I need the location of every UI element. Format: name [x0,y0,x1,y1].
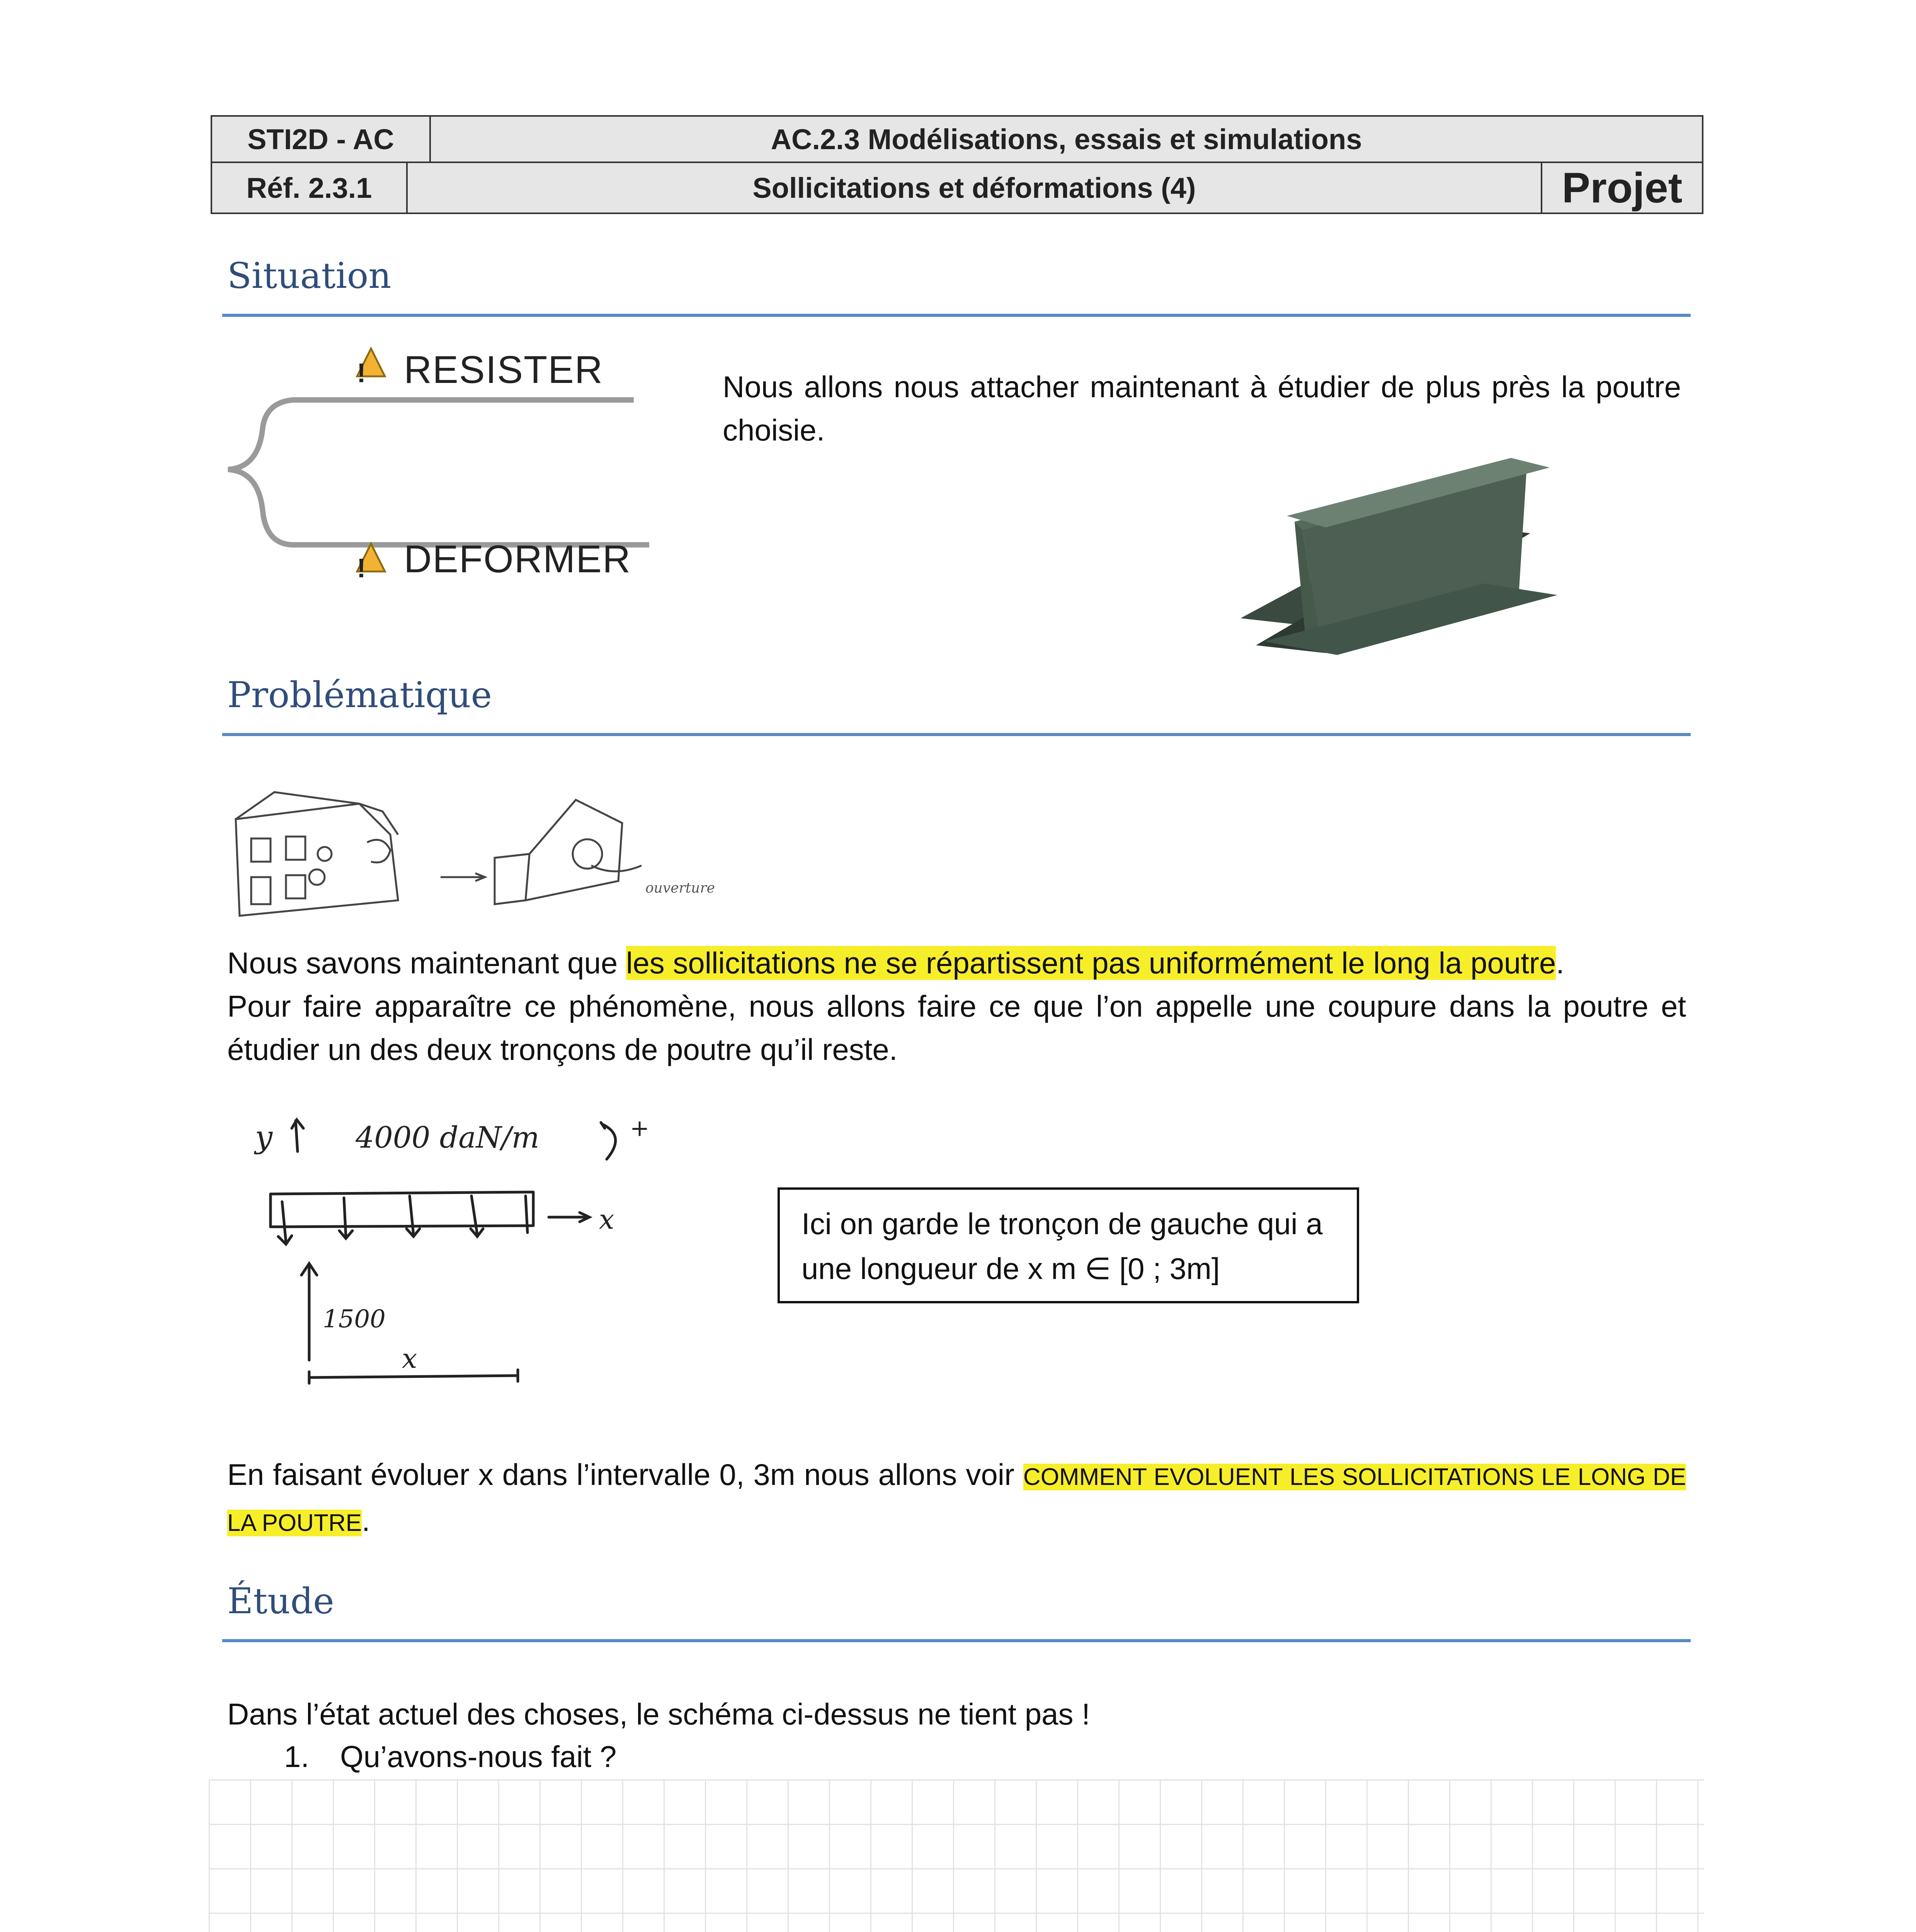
problematique-paragraph-2: Pour faire apparaître ce phénomène, nous allons faire ce que l’on appelle une coupure dans la poutre et étudier un des deux tronçons de poutre qu’il reste. [227,989,1686,1066]
situation-text: Nous allons nous attacher maintenant à étudier de plus près la poutre choisie. [723,370,1681,447]
sketch-label: ouverture [645,880,715,896]
header-course-cell: STI2D - AC [211,115,431,163]
note-box: Ici on garde le tronçon de gauche qui a une longueur de x m ∈ [0 ; 3m] [778,1187,1359,1303]
mindmap-label-resister: RESISTER [404,348,604,391]
mindmap-label-deformer: DEFORMER [404,537,631,581]
warning-icon: ! [357,358,366,388]
y-axis-label: y [255,1119,273,1155]
question-number: 1. [284,1740,310,1774]
section-title-problematique: Problématique [227,674,492,716]
reaction-label: 1500 [323,1305,386,1333]
load-label: 4000 daN/m [356,1120,539,1155]
highlight-text: COMMENT EVOLUENT LES SOLLICITATIONS LE LONG DE LA POUTRE [227,1464,1686,1536]
i-beam-image [1210,456,1557,680]
problematique-paragraph-3: En faisant évoluer x dans l’intervalle 0, 3m nous allons voir COMMENT EVOLUENT LES SOLLICITATIONS LE LONG DE LA POUTRE. [227,1458,1686,1537]
header-type-cell: Projet [1541,162,1703,214]
section-rule [222,1639,1691,1642]
highlight-text: les sollicitations ne se répartissent pas uniformément le long la poutre [626,946,1556,980]
warning-icon: ! [357,553,366,583]
x-axis-label: x [599,1204,614,1235]
beam-cut-diagram [240,1113,703,1406]
section-rule [222,314,1691,317]
header-title-cell: Sollicitations et déformations (4) [406,162,1542,214]
problematique-paragraph-1: Nous savons maintenant que les sollicitations ne se répartissent pas uniformément le long la poutre. [227,946,1564,980]
section-title-situation: Situation [227,255,391,296]
house-sketch [228,788,715,935]
sign-label: + [630,1115,650,1142]
section-title-etude: Étude [227,1580,334,1622]
answer-grid-1[interactable] [209,1779,1704,1932]
header-ref-cell: Réf. 2.3.1 [211,162,408,214]
header-module-cell: AC.2.3 Modélisations, essais et simulations [429,115,1703,163]
section-rule [222,733,1691,736]
question-1: Qu’avons-nous fait ? [340,1740,617,1774]
etude-intro: Dans l’état actuel des choses, le schéma ci-dessus ne tient pas ! [227,1697,1090,1731]
length-label: x [402,1343,417,1374]
